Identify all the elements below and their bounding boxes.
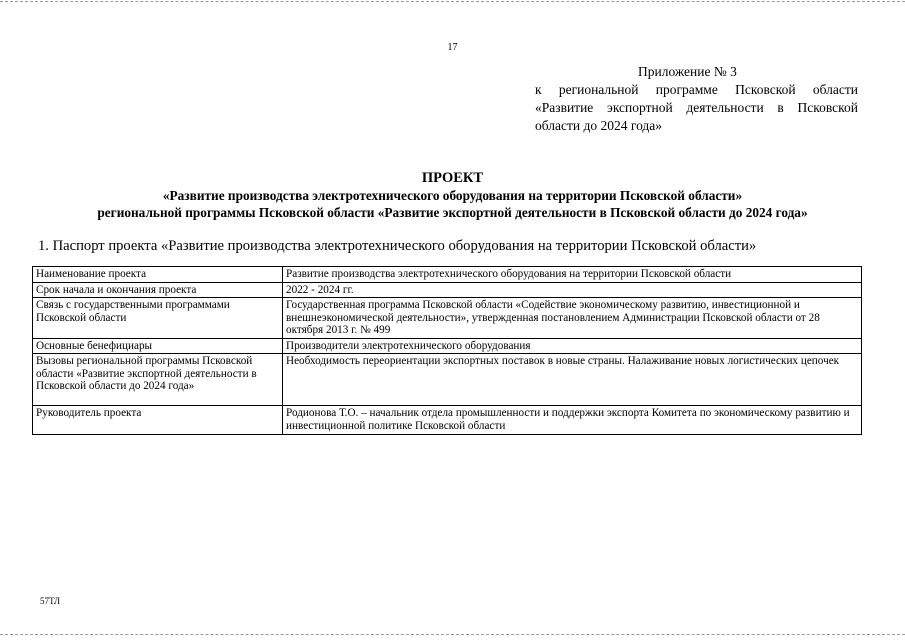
table-row [33,406,862,435]
page-number: 17 [447,42,458,53]
table-row [33,338,862,354]
table-row [33,354,862,406]
row-value: Необходимость переориентации экспортных поставок в новые страны. Налаживание новых логистических цепочек [283,354,862,406]
appendix-block [535,63,858,135]
row-value: Родионова Т.О. – начальник отдела промышленности и поддержки экспорта Комитета по экономическому развитию и инвестиционной политике Псковской области [283,406,862,435]
scan-bottom-edge [0,634,905,635]
row-label: Основные бенефициары [33,338,283,354]
project-header [20,170,885,221]
row-value: 2022 - 2024 гг. [283,282,862,298]
scan-top-edge [0,1,905,2]
row-label: Наименование проекта [33,267,283,283]
row-label: Руководитель проекта [33,406,283,435]
row-label: Срок начала и окончания проекта [33,282,283,298]
footer-code: 57ТЛ [40,596,61,606]
row-value: Развитие производства электротехнического оборудования на территории Псковской области [283,267,862,283]
appendix-line-1: к региональной программе Псковской области [535,82,858,97]
project-program: региональной программы Псковской области «Развитие экспортной деятельности в Псковской области до 2024 года» [97,205,808,220]
appendix-line-2: «Развитие экспортной деятельности в Псковской [535,100,858,115]
row-value: Производители электротехнического оборудования [283,338,862,354]
row-value: Государственная программа Псковской области «Содействие экономическому развитию, инвестиционной и внешнеэкономической деятельности», утвержденная постановлением Администрации Псковской области от 28 октября 2013 г. № 499 [283,298,862,339]
appendix-title: Приложение № 3 [638,64,737,79]
passport-table [32,266,862,435]
project-heading: ПРОЕКТ [421,170,484,186]
appendix-line-3: области до 2024 года» [535,118,663,133]
row-label: Связь с государственными программами Псковской области [33,298,283,339]
table-row [33,267,862,283]
project-subtitle: «Развитие производства электротехнического оборудования на территории Псковской области» [162,188,743,203]
table-row [33,298,862,339]
table-row [33,282,862,298]
passport-title: 1. Паспорт проекта «Развитие производства электротехнического оборудования на территории Псковской области» [38,238,757,254]
row-label: Вызовы региональной программы Псковской области «Развитие экспортной деятельности в Псковской области до 2024 года» [33,354,283,406]
